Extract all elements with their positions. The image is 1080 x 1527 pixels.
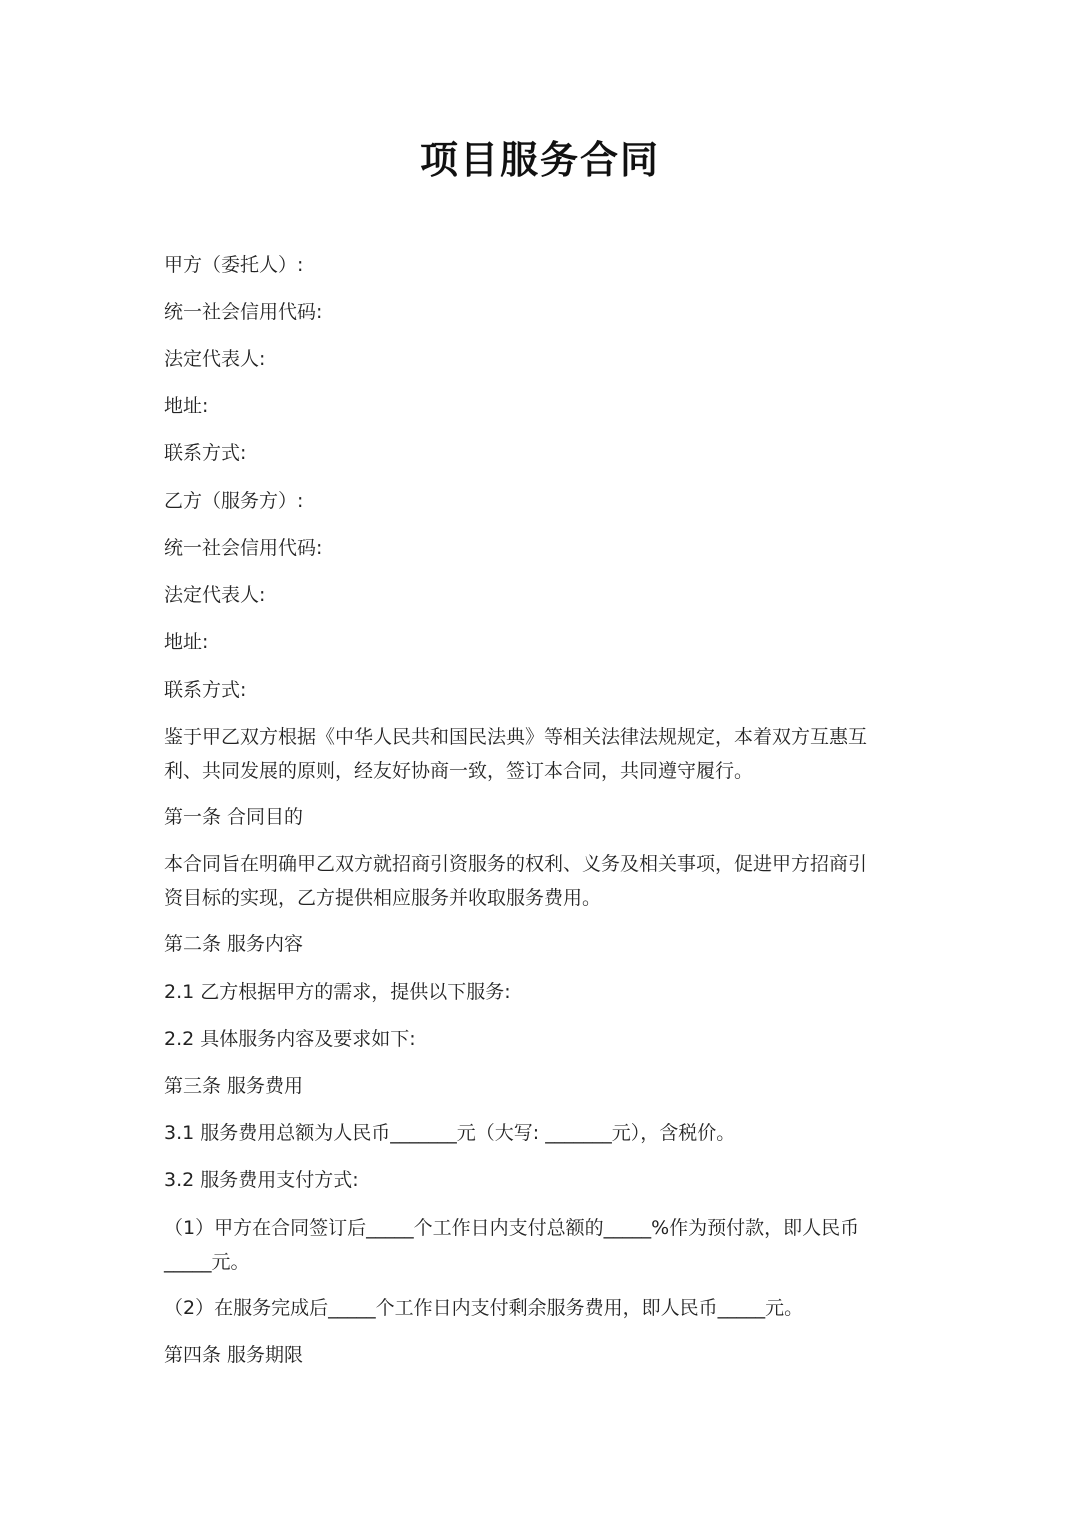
article-2-item-2: 2.2 具体服务内容及要求如下: [164, 1028, 416, 1050]
article-2-heading: 第二条 服务内容 [164, 933, 304, 955]
party-a-legal-rep: 法定代表人: [164, 348, 266, 370]
article-1-body-line: 本合同旨在明确甲乙双方就招商引资服务的权利、义务及相关事项，促进甲方招商引 [164, 853, 868, 875]
party-a-contact: 联系方式: [164, 442, 247, 464]
article-4-heading: 第四条 服务期限 [164, 1344, 304, 1366]
article-3-item-1: 3.1 服务费用总额为人民币_______元（大写: _______元），含税价。 [164, 1122, 736, 1144]
party-b-heading: 乙方（服务方）: [164, 490, 304, 512]
article-3-sub-1-line: _____元。 [164, 1251, 250, 1273]
preamble-paragraph [164, 720, 924, 788]
article-3-heading: 第三条 服务费用 [164, 1075, 304, 1097]
party-a-credit-code: 统一社会信用代码: [164, 301, 323, 323]
article-1-heading: 第一条 合同目的 [164, 806, 304, 828]
article-3-sub-2: （2）在服务完成后_____个工作日内支付剩余服务费用，即人民币_____元。 [164, 1297, 804, 1319]
preamble-line: 鉴于甲乙双方根据《中华人民共和国民法典》等相关法律法规规定，本着双方互惠互 [164, 726, 868, 748]
article-2-item-1: 2.1 乙方根据甲方的需求，提供以下服务: [164, 981, 511, 1003]
party-b-credit-code: 统一社会信用代码: [164, 537, 323, 559]
article-3-sub-1-line: （1）甲方在合同签订后_____个工作日内支付总额的_____%作为预付款，即人民币 [164, 1217, 860, 1239]
party-b-legal-rep: 法定代表人: [164, 584, 266, 606]
party-b-address: 地址: [164, 631, 209, 653]
preamble-line: 利、共同发展的原则，经友好协商一致，签订本合同，共同遵守履行。 [164, 760, 754, 782]
party-a-heading: 甲方（委托人）: [164, 254, 304, 276]
article-3-item-2: 3.2 服务费用支付方式: [164, 1169, 359, 1191]
article-1-body-line: 资目标的实现，乙方提供相应服务并收取服务费用。 [164, 887, 602, 909]
article-1-body [164, 847, 924, 915]
party-b-contact: 联系方式: [164, 679, 247, 701]
article-3-sub-1 [164, 1211, 924, 1279]
document-title: 项目服务合同 [419, 138, 660, 182]
party-a-address: 地址: [164, 395, 209, 417]
